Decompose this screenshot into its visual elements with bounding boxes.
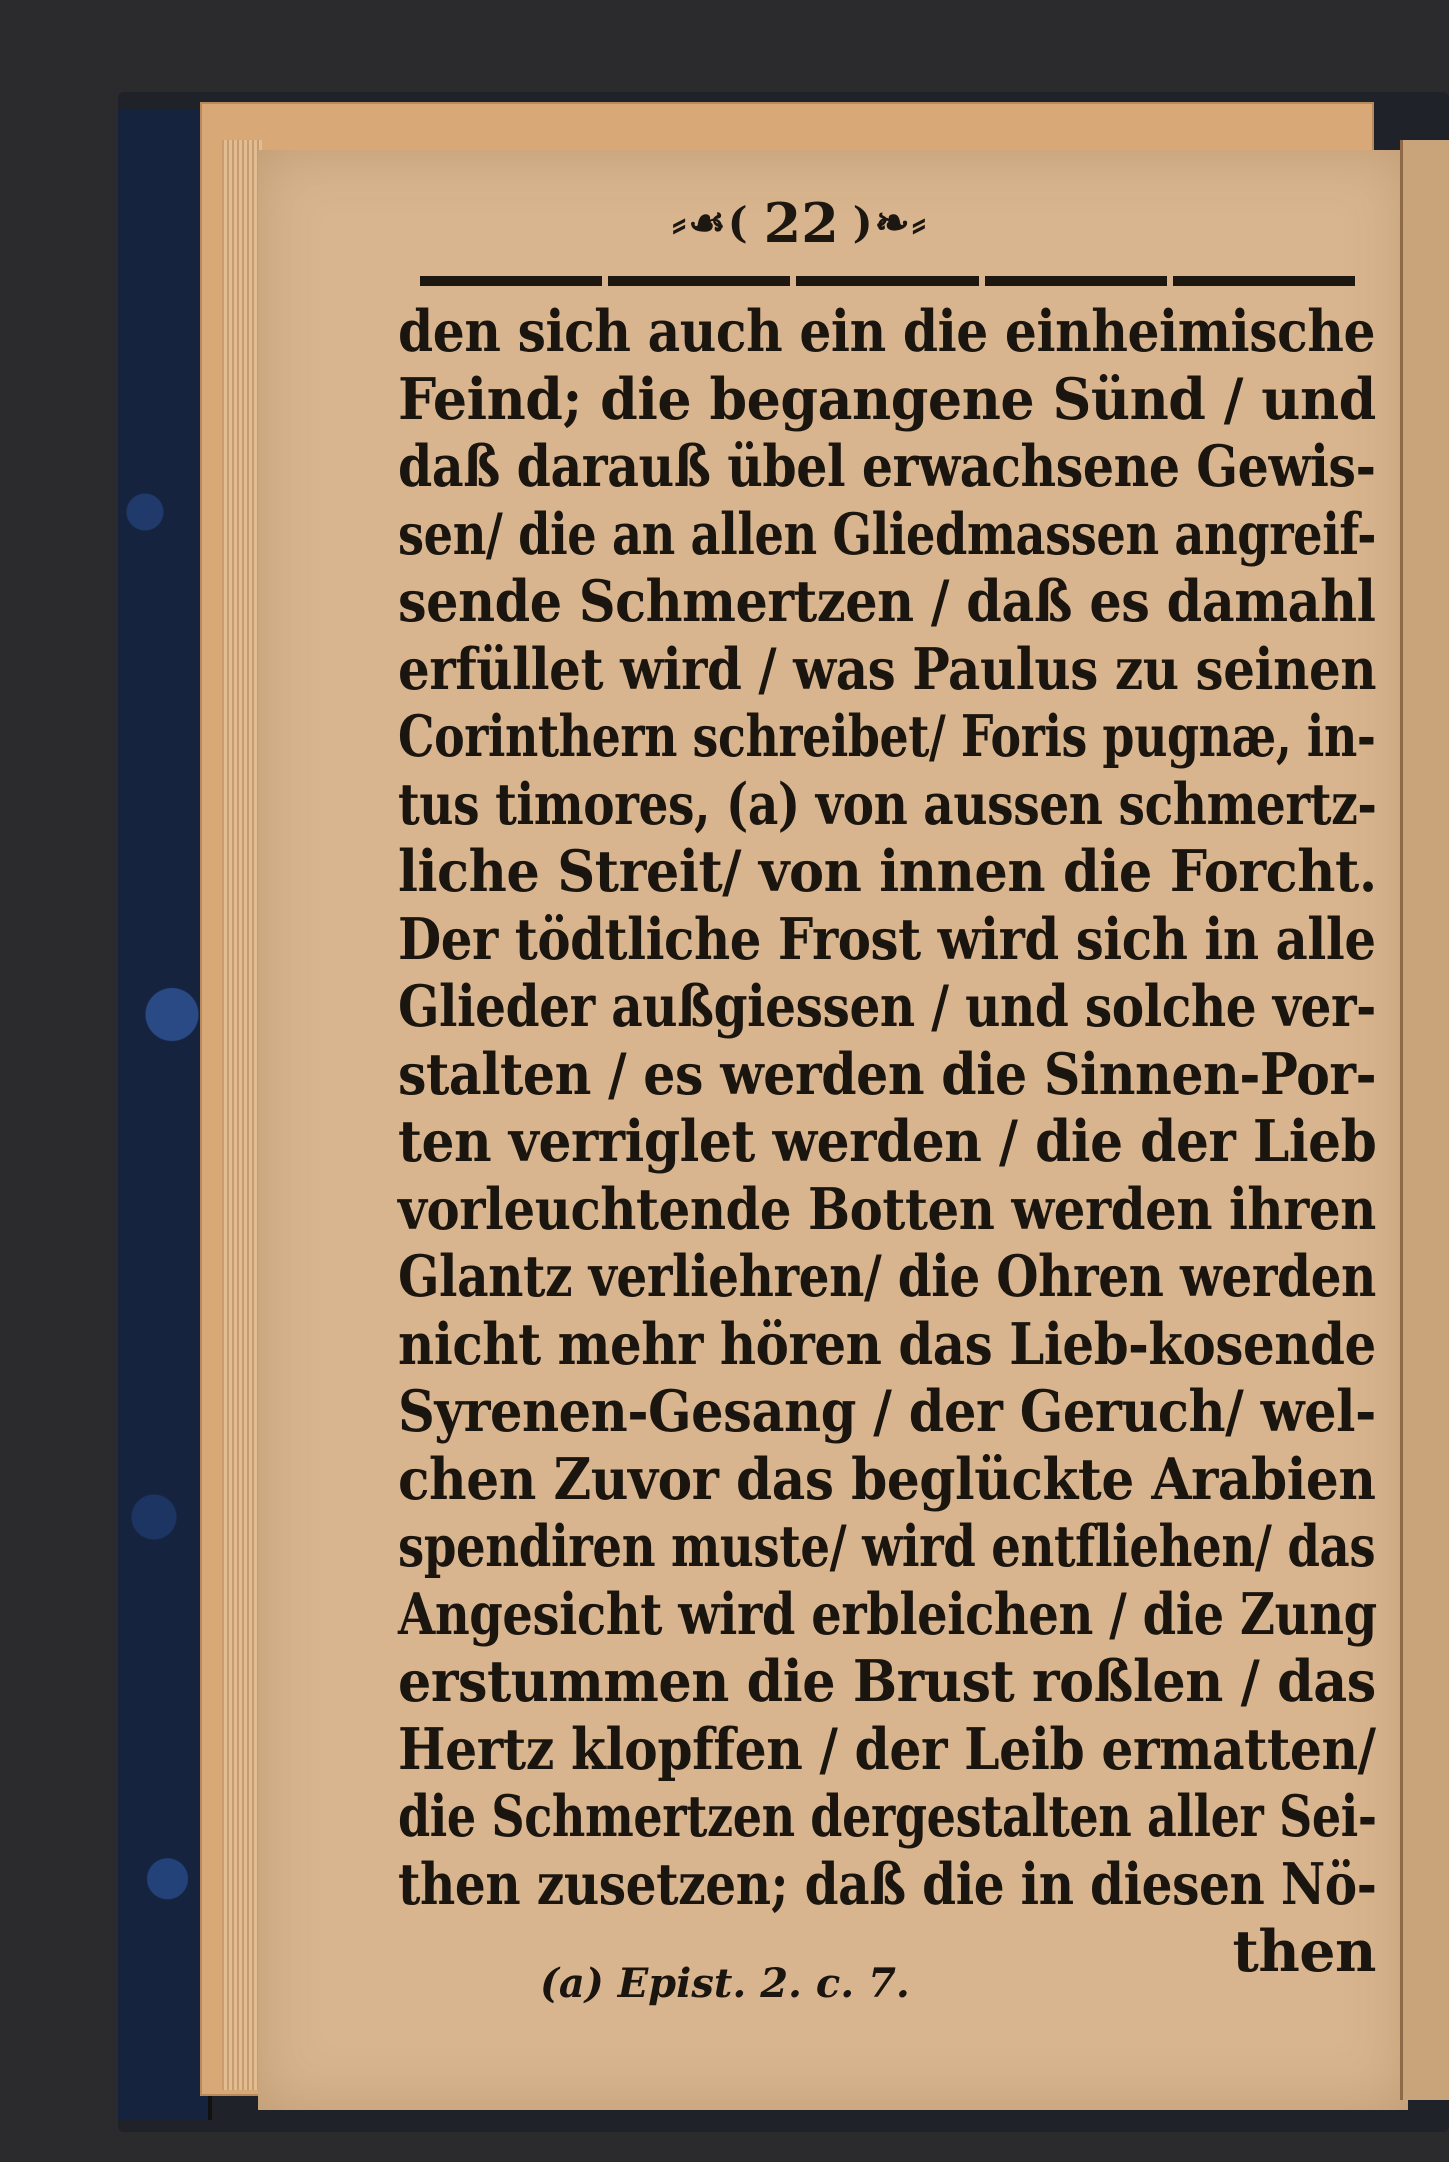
text-line: liche Streit/ von innen die Forcht.: [398, 838, 1377, 905]
text-line: den sich auch ein die einheimische: [398, 298, 1376, 365]
text-line: Der tödtliche Frost wird sich in alle: [398, 905, 1376, 973]
header-rule: [420, 276, 1355, 286]
text-line: erfüllet wird / was Paulus zu seinen: [398, 635, 1377, 703]
text-line: Corinthern schreibet/ Foris pugnæ, in-: [398, 703, 1376, 770]
text-line: Glantz verliehren/ die Ohren werden: [398, 1243, 1376, 1310]
body-text: [398, 298, 1376, 1986]
text-line: daß darauß übel erwachsene Gewis-: [398, 433, 1376, 500]
footnote: (a) Epist. 2. c. 7.: [540, 1960, 910, 2007]
text-line: sen/ die an allen Gliedmassen angreif-: [398, 500, 1377, 568]
text-line: ten verriglet werden / die der Lieb: [398, 1108, 1377, 1175]
facing-page-edge: [1400, 140, 1449, 2100]
text-line: Hertz klopffen / der Leib ermatten/: [398, 1715, 1376, 1783]
text-line: nicht mehr hören das Lieb-kosende: [398, 1310, 1376, 1378]
text-line: then zusetzen; daß die in diesen Nö-: [398, 1850, 1377, 1918]
page-header: [420, 178, 1180, 268]
marbled-cover-edge: [118, 110, 212, 2120]
text-line: Glieder außgiessen / und solche ver-: [398, 973, 1376, 1040]
page-edges: [222, 140, 262, 2090]
text-line: Feind; die begangene Sünd / und: [398, 365, 1376, 433]
text-line: tus timores, (a) von aussen schmertz-: [398, 770, 1377, 838]
text-line: vorleuchtende Botten werden ihren: [398, 1175, 1376, 1243]
catchword: then: [1232, 1918, 1376, 1985]
text-line: erstummen die Brust roßlen / das: [398, 1648, 1376, 1715]
text-line: chen Zuvor das beglückte Arabien: [398, 1445, 1376, 1513]
text-line: spendiren muste/ wird entfliehen/ das: [398, 1513, 1376, 1580]
text-line: Angesicht wird erbleichen / die Zung: [398, 1580, 1377, 1648]
page-number: 22: [763, 191, 839, 255]
text-line: sende Schmertzen / daß es damahl: [398, 568, 1376, 635]
header-ornament-right: )❧⸗: [852, 198, 928, 247]
header-ornament-left: ⸗☙(: [672, 198, 750, 247]
text-line: Syrenen-Gesang / der Geruch/ wel-: [398, 1378, 1376, 1445]
text-line: stalten / es werden die Sinnen-Por-: [398, 1040, 1377, 1108]
text-line: die Schmertzen dergestalten aller Sei-: [398, 1783, 1377, 1850]
